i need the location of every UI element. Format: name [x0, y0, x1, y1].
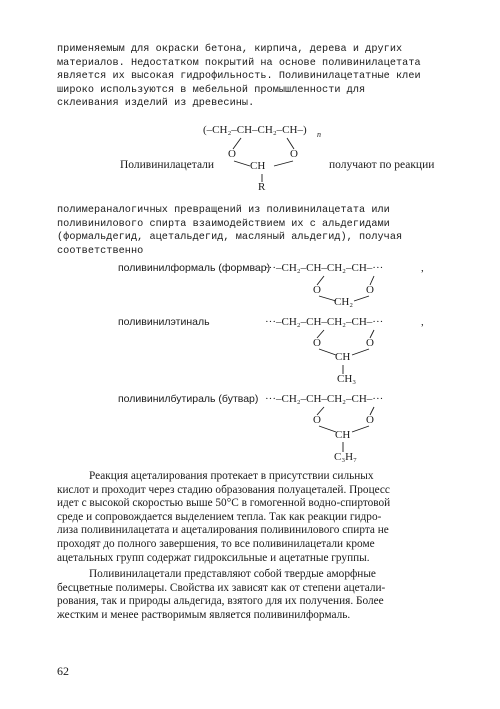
- text-line: материалов. Недостатком покрытий на основе поливинилацетата: [57, 57, 421, 69]
- structure-name: поливинилформаль (формвар): [118, 262, 271, 274]
- formula-chain: (–CH₂–CH–CH₂–CH–): [203, 124, 307, 136]
- text-line: жестким и менее растворимым является поливинилформаль.: [57, 608, 351, 621]
- formula-radical: R: [258, 181, 266, 193]
- text-line: является их высокая гидрофильность. Поливинилацетатные клеи: [57, 71, 421, 83]
- text-line: ацетальных групп содержат гидроксильные и ацетатные группы.: [57, 551, 370, 564]
- text-line: соответственно: [57, 245, 144, 257]
- text-line: полимераналогичных превращений из поливинилацетата или: [57, 205, 390, 216]
- structure-bridge: CH₂: [334, 296, 354, 308]
- text-line: применяемым для окраски бетона, кирпича, дерева и других: [57, 44, 403, 55]
- text-line: среде и сопровождается выделением тепла. Так как реакции гидро-: [57, 510, 382, 523]
- structure-comma: ,: [421, 316, 424, 328]
- formula-left-text: Поливинилацетали: [120, 159, 215, 171]
- paragraph-3: [57, 470, 442, 565]
- text-line: (формальдегид, ацетальдегид, масляный альдегид), получая: [57, 232, 403, 244]
- structure-comma: ,: [421, 262, 424, 274]
- structure-bridge: CH: [335, 351, 351, 363]
- structure-chain: ···–CH₂–CH–CH₂–CH–···: [265, 262, 384, 274]
- text-line: поливинилового спирта взаимодействием их с альдегидами: [57, 218, 390, 230]
- text-line: рования, так и природы альдегида, взятого для их получения. Более: [57, 595, 384, 608]
- text-line: идет с высокой скоростью выше 50°C в гомогенной водно-спиртовой: [57, 497, 391, 510]
- structure-name: поливинилбутираль (бутвар): [118, 393, 259, 405]
- text-line: бесцветные полимеры. Свойства их зависят как от степени ацетали-: [57, 581, 386, 594]
- paragraph-4: [57, 568, 442, 622]
- structure-oxygen: O: [366, 337, 374, 349]
- formula-oxygen-1: O: [228, 148, 236, 160]
- structure-bridge: CH: [335, 429, 351, 441]
- structure-name: поливинилэтиналь: [118, 316, 210, 328]
- structure-substituent: C₃H₇: [334, 451, 357, 463]
- structure-oxygen: O: [366, 414, 374, 426]
- structure-chain: ···–CH₂–CH–CH₂–CH–···: [265, 393, 384, 405]
- structure-chain: ···–CH₂–CH–CH₂–CH–···: [265, 316, 384, 328]
- structure-oxygen: O: [366, 284, 374, 296]
- text-line: Реакция ацеталирования протекает в присутствии сильных: [89, 470, 374, 482]
- text-line: проходят до полного завершения, то все поливинилацетали кроме: [57, 537, 375, 550]
- text-line: склеивания изделий из древесины.: [57, 98, 255, 110]
- text-line: лиза поливинилацетата и ацеталирования поливинилового спирта не: [57, 524, 389, 537]
- formula-subscript-n: n: [317, 130, 321, 139]
- formula-ch: CH: [250, 160, 266, 172]
- text-line: кислот и проходит через стадию образования полуацеталей. Процесс: [57, 483, 390, 496]
- formula-oxygen-2: O: [290, 148, 298, 160]
- structure-oxygen: O: [313, 414, 321, 426]
- structure-substituent: CH₃: [337, 373, 357, 385]
- page-number: 62: [57, 664, 69, 678]
- structure-oxygen: O: [313, 284, 321, 296]
- structure-oxygen: O: [313, 337, 321, 349]
- text-line: Поливинилацетали представляют собой твердые аморфные: [89, 568, 376, 580]
- formula-right-text: получают по реакции: [329, 159, 435, 171]
- text-line: широко используются в мебельной промышленности для: [57, 84, 366, 96]
